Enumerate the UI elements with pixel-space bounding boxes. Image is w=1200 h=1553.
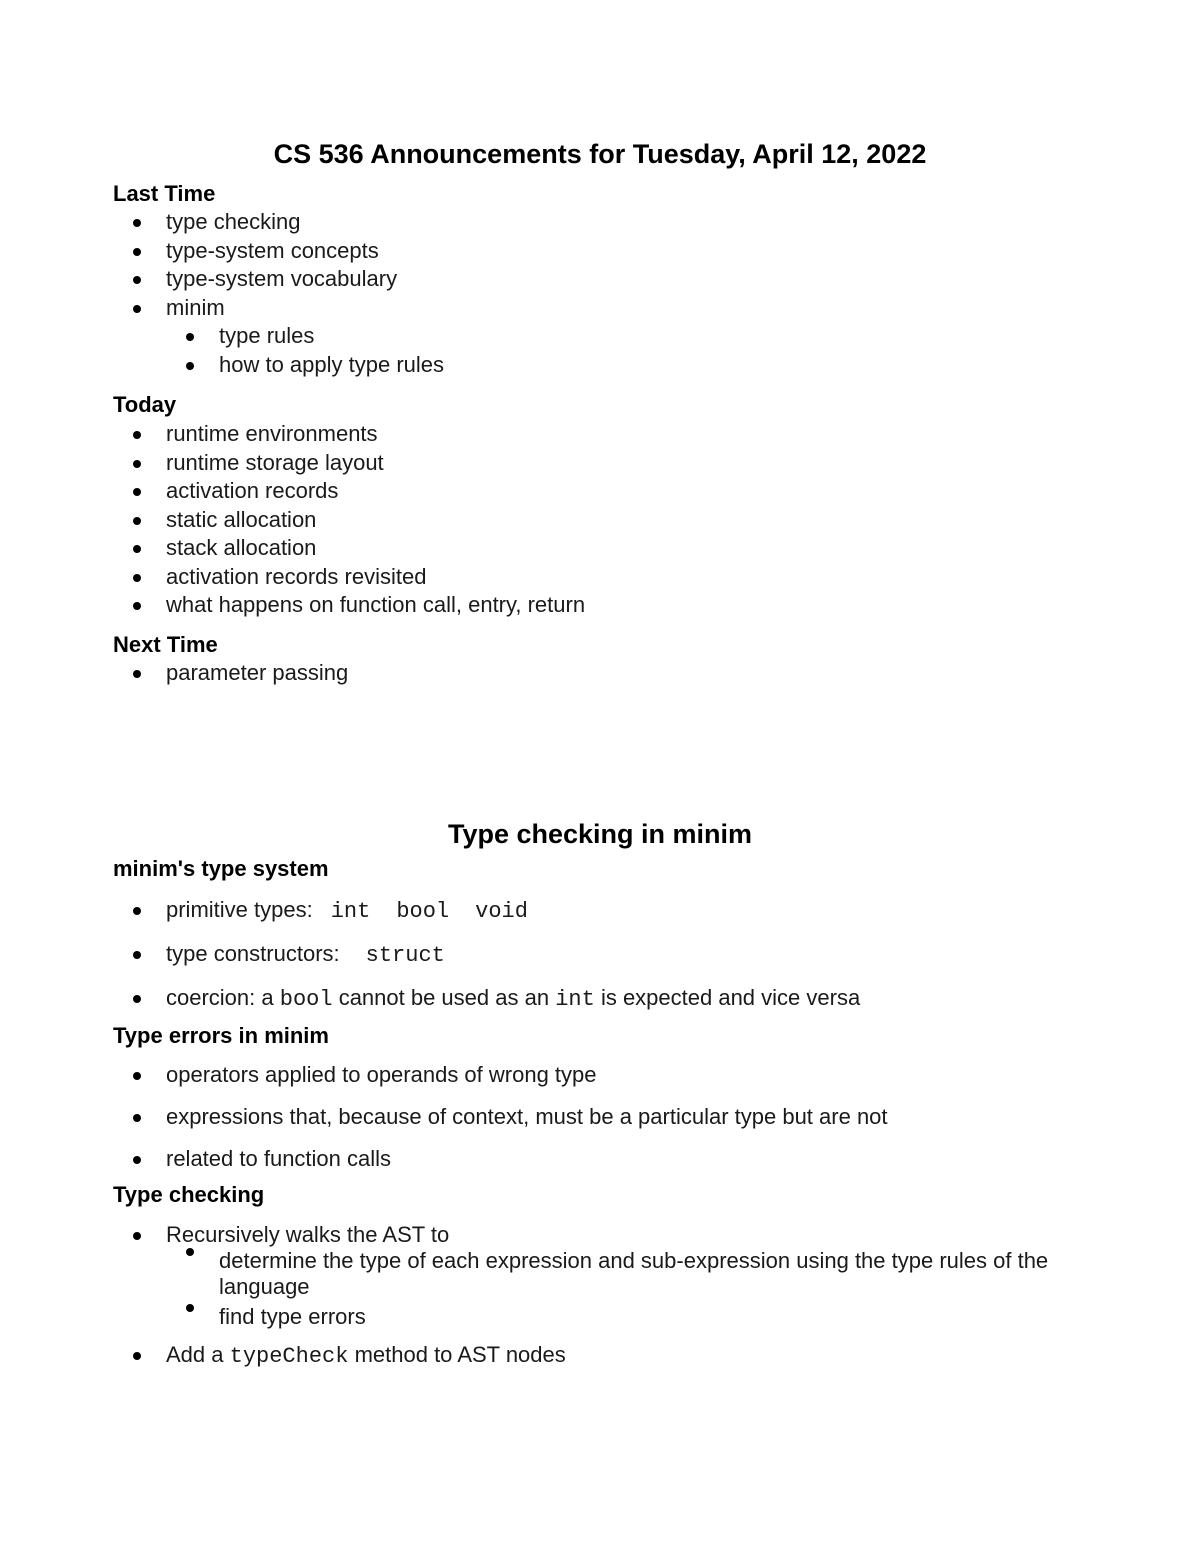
list-item: static allocation xyxy=(166,506,1126,535)
list-item: what happens on function call, entry, return xyxy=(166,591,1126,620)
code-int: int xyxy=(555,987,595,1012)
today-heading: Today xyxy=(113,392,177,417)
list-item-label: Recursively walks the AST to xyxy=(166,1222,450,1247)
type-checking-heading: Type checking xyxy=(113,1182,265,1207)
list-item-text: method to AST nodes xyxy=(354,1342,566,1367)
coercion-text: cannot be used as an xyxy=(338,985,550,1010)
type-bool: bool xyxy=(396,899,450,924)
last-time-list xyxy=(166,208,1126,379)
list-item xyxy=(166,1222,1126,1330)
sub-list-item: determine the type of each expression and sub-expression using the type rules of the language xyxy=(219,1248,1079,1300)
list-item xyxy=(166,1342,1126,1370)
last-time-heading: Last Time xyxy=(113,181,216,206)
list-item: operators applied to operands of wrong type xyxy=(166,1062,1126,1088)
list-item xyxy=(166,897,1126,925)
list-item: type checking xyxy=(166,208,1126,237)
type-system-heading: minim's type system xyxy=(113,856,329,881)
type-checking-sublist xyxy=(219,1248,1079,1330)
list-item xyxy=(166,294,1126,380)
list-item-text: Add a xyxy=(166,1342,224,1367)
list-item: parameter passing xyxy=(166,659,1126,688)
list-item: activation records xyxy=(166,477,1126,506)
type-checking-list xyxy=(166,1222,1126,1386)
list-item: expressions that, because of context, must be a particular type but are not xyxy=(166,1104,1126,1130)
list-item xyxy=(166,941,1126,969)
list-item: type-system concepts xyxy=(166,237,1126,266)
list-item-label: minim xyxy=(166,294,225,320)
sub-list-item: find type errors xyxy=(219,1304,1079,1330)
type-void: void xyxy=(475,899,528,924)
type-system-list xyxy=(166,897,1126,1029)
code-typecheck: typeCheck xyxy=(229,1344,349,1369)
list-item: related to function calls xyxy=(166,1146,1126,1172)
today-list xyxy=(166,420,1126,620)
type-struct: struct xyxy=(365,943,445,968)
type-int: int xyxy=(330,899,371,924)
type-constructors-label: type constructors: xyxy=(166,941,340,966)
coercion-text: coercion: a xyxy=(166,985,274,1010)
primitive-types-label: primitive types: xyxy=(166,897,313,922)
type-errors-list xyxy=(166,1062,1126,1188)
list-item: stack allocation xyxy=(166,534,1126,563)
code-bool: bool xyxy=(279,987,333,1012)
list-item xyxy=(166,985,1126,1013)
next-time-list xyxy=(166,659,1126,688)
type-errors-heading: Type errors in minim xyxy=(113,1023,329,1048)
section-title: Type checking in minim xyxy=(447,819,753,849)
page-title: CS 536 Announcements for Tuesday, April 12, 2022 xyxy=(273,139,927,169)
list-item: activation records revisited xyxy=(166,563,1126,592)
minim-sublist xyxy=(219,322,1079,379)
sub-list-item: type rules xyxy=(219,322,1079,351)
list-item: runtime storage layout xyxy=(166,449,1126,478)
list-item: runtime environments xyxy=(166,420,1126,449)
next-time-heading: Next Time xyxy=(113,632,218,657)
coercion-text: is expected and vice versa xyxy=(600,985,861,1010)
sub-list-item: how to apply type rules xyxy=(219,351,1079,380)
list-item: type-system vocabulary xyxy=(166,265,1126,294)
